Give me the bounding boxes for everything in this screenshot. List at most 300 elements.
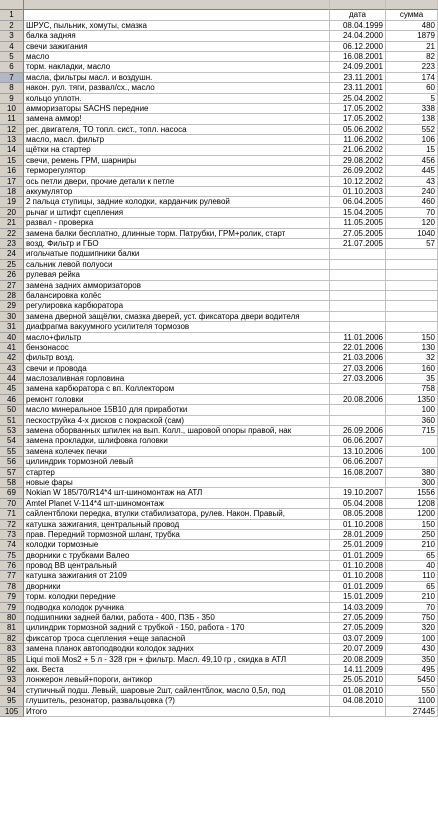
- row-number-header[interactable]: 18: [0, 187, 24, 197]
- cell-date[interactable]: 01.10.2003: [330, 187, 386, 197]
- cell-description[interactable]: цилиндрик тормозной задний с трубкой - 150, работа - 170: [24, 623, 330, 633]
- row-number-header[interactable]: 9: [0, 94, 24, 104]
- cell-date[interactable]: 19.10.2007: [330, 488, 386, 498]
- cell-date[interactable]: 21.03.2006: [330, 353, 386, 363]
- table-row: [0, 260, 438, 270]
- cell-date[interactable]: 27.05.2005: [330, 229, 386, 239]
- cell-description[interactable]: развал - проверка: [24, 218, 330, 228]
- cell-amount[interactable]: 750: [386, 613, 438, 623]
- cell-date[interactable]: 05.04.2008: [330, 499, 386, 509]
- cell-date[interactable]: [330, 301, 386, 311]
- cell-amount[interactable]: 1350: [386, 395, 438, 405]
- cell-date[interactable]: 17.05.2002: [330, 104, 386, 114]
- cell-description[interactable]: сальник левой полуоси: [24, 260, 330, 270]
- cell-amount[interactable]: 32: [386, 353, 438, 363]
- cell-amount[interactable]: 445: [386, 166, 438, 176]
- row-number-header[interactable]: 31: [0, 322, 24, 332]
- cell-description[interactable]: Amtel Planet V-114*4 шт-шиномонтаж: [24, 499, 330, 509]
- row-number-header[interactable]: 70: [0, 499, 24, 509]
- cell-date[interactable]: [330, 249, 386, 259]
- cell-description[interactable]: подводка колодок ручника: [24, 603, 330, 613]
- row-number-header[interactable]: 83: [0, 644, 24, 654]
- cell-amount[interactable]: 70: [386, 603, 438, 613]
- cell-description[interactable]: замена задних амморизаторов: [24, 281, 330, 291]
- row-number-header[interactable]: 93: [0, 675, 24, 685]
- cell-amount[interactable]: 552: [386, 125, 438, 135]
- cell-description[interactable]: замена карбюратора с вп. Коллектором: [24, 384, 330, 394]
- row-number-header[interactable]: 20: [0, 208, 24, 218]
- table-row: [0, 374, 438, 384]
- cell-description[interactable]: балансировка колёс: [24, 291, 330, 301]
- row-number-header[interactable]: 41: [0, 343, 24, 353]
- row-number-header[interactable]: 15: [0, 156, 24, 166]
- cell-date[interactable]: [330, 260, 386, 270]
- row-number-header[interactable]: 14: [0, 145, 24, 155]
- cell-description[interactable]: Итого: [24, 707, 330, 717]
- cell-description[interactable]: игольчатые подшипники балки: [24, 249, 330, 259]
- cell-amount[interactable]: [386, 249, 438, 259]
- cell-date[interactable]: [330, 384, 386, 394]
- table-row: [0, 416, 438, 426]
- cell-date[interactable]: 03.07.2009: [330, 634, 386, 644]
- cell-amount[interactable]: 100: [386, 634, 438, 644]
- row-number-header[interactable]: 27: [0, 281, 24, 291]
- row-number-header[interactable]: 80: [0, 613, 24, 623]
- cell-amount[interactable]: 120: [386, 218, 438, 228]
- cell-date[interactable]: [330, 416, 386, 426]
- cell-description[interactable]: ось петли двери, прочие детали к петле: [24, 177, 330, 187]
- cell-date[interactable]: 27.05.2009: [330, 613, 386, 623]
- table-row: [0, 208, 438, 218]
- row-number-header[interactable]: 43: [0, 364, 24, 374]
- cell-date[interactable]: 05.06.2002: [330, 125, 386, 135]
- cell-description[interactable]: масло+фильтр: [24, 333, 330, 343]
- cell-amount[interactable]: 82: [386, 52, 438, 62]
- row-number-header[interactable]: 73: [0, 530, 24, 540]
- cell-date[interactable]: 22.01.2006: [330, 343, 386, 353]
- row-number-header[interactable]: 11: [0, 114, 24, 124]
- row-number-header[interactable]: 77: [0, 571, 24, 581]
- cell-description[interactable]: замена дверной защёлки, смазка дверей, уст. фиксатора двери водителя: [24, 312, 330, 322]
- row-number-header[interactable]: 54: [0, 436, 24, 446]
- cell-description[interactable]: бензонасос: [24, 343, 330, 353]
- table-row: [0, 488, 438, 498]
- cell-date[interactable]: 06.04.2005: [330, 197, 386, 207]
- cell-description[interactable]: аккумулятор: [24, 187, 330, 197]
- cell-description[interactable]: дворники с трубками Валео: [24, 551, 330, 561]
- cell-amount[interactable]: 1100: [386, 696, 438, 706]
- row-number-header[interactable]: 105: [0, 707, 24, 717]
- row-number-header[interactable]: 50: [0, 405, 24, 415]
- row-number-header[interactable]: 19: [0, 197, 24, 207]
- cell-description[interactable]: сайлентблоки передка, втулки стабилизатора, рулев. Након. Правый,: [24, 509, 330, 519]
- row-number-header[interactable]: 57: [0, 468, 24, 478]
- table-row: [0, 104, 438, 114]
- row-number-header[interactable]: 51: [0, 416, 24, 426]
- row-number-header[interactable]: 16: [0, 166, 24, 176]
- cell-amount[interactable]: 150: [386, 333, 438, 343]
- cell-description[interactable]: [24, 10, 330, 20]
- cell-amount[interactable]: 174: [386, 73, 438, 83]
- cell-date[interactable]: 14.11.2009: [330, 665, 386, 675]
- cell-amount[interactable]: 1208: [386, 499, 438, 509]
- cell-date[interactable]: 26.09.2006: [330, 426, 386, 436]
- table-row: [0, 655, 438, 665]
- cell-date[interactable]: 20.08.2009: [330, 655, 386, 665]
- row-number-header[interactable]: 55: [0, 447, 24, 457]
- row-number-header[interactable]: 94: [0, 686, 24, 696]
- row-number-header[interactable]: 46: [0, 395, 24, 405]
- cell-date[interactable]: [330, 478, 386, 488]
- cell-amount[interactable]: [386, 436, 438, 446]
- cell-date[interactable]: 16.08.2007: [330, 468, 386, 478]
- row-number-header[interactable]: 40: [0, 333, 24, 343]
- cell-date[interactable]: 24.04.2000: [330, 31, 386, 41]
- cell-description[interactable]: рулевая рейка: [24, 270, 330, 280]
- cell-amount[interactable]: 550: [386, 686, 438, 696]
- table-row: [0, 592, 438, 602]
- table-row: [0, 166, 438, 176]
- cell-description[interactable]: амморизаторы SACHS передние: [24, 104, 330, 114]
- cell-amount[interactable]: 100: [386, 405, 438, 415]
- row-number-header[interactable]: 28: [0, 291, 24, 301]
- cell-description[interactable]: торм. колодки передние: [24, 592, 330, 602]
- cell-amount[interactable]: 5450: [386, 675, 438, 685]
- cell-description[interactable]: масло: [24, 52, 330, 62]
- row-number-header[interactable]: 42: [0, 353, 24, 363]
- cell-date[interactable]: 08.04.1999: [330, 21, 386, 31]
- row-number-header[interactable]: 79: [0, 592, 24, 602]
- cell-amount[interactable]: 130: [386, 343, 438, 353]
- cell-amount[interactable]: 300: [386, 478, 438, 488]
- cell-description[interactable]: масло, масл. фильтр: [24, 135, 330, 145]
- cell-amount[interactable]: [386, 270, 438, 280]
- row-number-header[interactable]: 53: [0, 426, 24, 436]
- cell-amount[interactable]: [386, 260, 438, 270]
- row-number-header[interactable]: 85: [0, 655, 24, 665]
- row-number-header[interactable]: 44: [0, 374, 24, 384]
- cell-amount[interactable]: 1200: [386, 509, 438, 519]
- cell-amount[interactable]: 35: [386, 374, 438, 384]
- cell-amount[interactable]: [386, 301, 438, 311]
- cell-amount[interactable]: [386, 457, 438, 467]
- cell-date[interactable]: [330, 707, 386, 717]
- row-number-header[interactable]: 45: [0, 384, 24, 394]
- cell-date[interactable]: [330, 281, 386, 291]
- cell-description[interactable]: цилиндрик тормозной левый: [24, 457, 330, 467]
- cell-date[interactable]: 06.12.2000: [330, 42, 386, 52]
- cell-amount[interactable]: 65: [386, 551, 438, 561]
- cell-amount[interactable]: 21: [386, 42, 438, 52]
- cell-description[interactable]: свечи, ремень ГРМ, шарниры: [24, 156, 330, 166]
- row-number-header[interactable]: 21: [0, 218, 24, 228]
- table-row: [0, 696, 438, 706]
- cell-date[interactable]: 15.04.2005: [330, 208, 386, 218]
- cell-date[interactable]: 01.10.2008: [330, 561, 386, 571]
- cell-description[interactable]: масло минеральное 15В10 для приработки: [24, 405, 330, 415]
- row-number-header[interactable]: 17: [0, 177, 24, 187]
- row-number-header[interactable]: 2: [0, 21, 24, 31]
- row-number-header[interactable]: 71: [0, 509, 24, 519]
- cell-description[interactable]: стартер: [24, 468, 330, 478]
- cell-description[interactable]: катушка зажигания, центральный провод: [24, 520, 330, 530]
- cell-date[interactable]: 04.08.2010: [330, 696, 386, 706]
- cell-amount[interactable]: 110: [386, 571, 438, 581]
- row-number-header[interactable]: 23: [0, 239, 24, 249]
- table-row: [0, 42, 438, 52]
- cell-date[interactable]: 27.03.2006: [330, 364, 386, 374]
- cell-description[interactable]: ШРУС, пыльник, хомуты, смазка: [24, 21, 330, 31]
- table-row: [0, 540, 438, 550]
- cell-date[interactable]: 21.06.2002: [330, 145, 386, 155]
- cell-date[interactable]: 27.03.2006: [330, 374, 386, 384]
- cell-date[interactable]: 10.12.2002: [330, 177, 386, 187]
- cell-description[interactable]: након. рул. тяги, развал/сх., масло: [24, 83, 330, 93]
- cell-description[interactable]: подшипники задней балки, работа - 400, ПЗБ - 350: [24, 613, 330, 623]
- cell-description[interactable]: колодки тормозные: [24, 540, 330, 550]
- row-number-header[interactable]: 26: [0, 270, 24, 280]
- row-number-header[interactable]: 95: [0, 696, 24, 706]
- cell-description[interactable]: маслозаливная горловина: [24, 374, 330, 384]
- cell-amount[interactable]: 138: [386, 114, 438, 124]
- cell-date[interactable]: 11.05.2005: [330, 218, 386, 228]
- cell-date[interactable]: 26.09.2002: [330, 166, 386, 176]
- row-number-header[interactable]: 8: [0, 83, 24, 93]
- row-number-header[interactable]: 92: [0, 665, 24, 675]
- row-number-header[interactable]: 82: [0, 634, 24, 644]
- cell-amount[interactable]: 210: [386, 540, 438, 550]
- cell-date[interactable]: 25.01.2009: [330, 540, 386, 550]
- row-number-header[interactable]: 29: [0, 301, 24, 311]
- cell-description[interactable]: регулировка карбюратора: [24, 301, 330, 311]
- cell-date[interactable]: 15.01.2009: [330, 592, 386, 602]
- cell-description[interactable]: замена прокладки, шлифовка головки: [24, 436, 330, 446]
- row-number-header[interactable]: 79: [0, 603, 24, 613]
- cell-amount[interactable]: [386, 281, 438, 291]
- cell-amount[interactable]: 350: [386, 655, 438, 665]
- cell-description[interactable]: масла, фильтры масл. и воздушн.: [24, 73, 330, 83]
- cell-description[interactable]: щётки на стартер: [24, 145, 330, 155]
- cell-amount[interactable]: 495: [386, 665, 438, 675]
- cell-description[interactable]: катушка зажигания от 2109: [24, 571, 330, 581]
- cell-description[interactable]: фильтр возд.: [24, 353, 330, 363]
- cell-amount[interactable]: 100: [386, 447, 438, 457]
- cell-date[interactable]: 06.06.2007: [330, 436, 386, 446]
- row-number-header[interactable]: 75: [0, 551, 24, 561]
- cell-date[interactable]: [330, 312, 386, 322]
- cell-amount[interactable]: 223: [386, 62, 438, 72]
- cell-description[interactable]: кольцо уплотн.: [24, 94, 330, 104]
- cell-amount[interactable]: [386, 312, 438, 322]
- cell-description[interactable]: лонжерон левый+пороги, антикор: [24, 675, 330, 685]
- cell-date[interactable]: 16.08.2001: [330, 52, 386, 62]
- cell-date[interactable]: 23.11.2001: [330, 73, 386, 83]
- row-number-header[interactable]: 5: [0, 52, 24, 62]
- cell-description[interactable]: торм. накладки, масло: [24, 62, 330, 72]
- table-row: [0, 239, 438, 249]
- row-number-header[interactable]: 25: [0, 260, 24, 270]
- row-number-header[interactable]: 56: [0, 457, 24, 467]
- cell-date[interactable]: 20.08.2006: [330, 395, 386, 405]
- column-header-a[interactable]: [24, 0, 330, 10]
- cell-amount[interactable]: 456: [386, 156, 438, 166]
- cell-description[interactable]: глушитель, резонатор, развальцовка (?): [24, 696, 330, 706]
- cell-date[interactable]: 28.01.2009: [330, 530, 386, 540]
- row-number-header[interactable]: 13: [0, 135, 24, 145]
- row-number-header[interactable]: 74: [0, 540, 24, 550]
- cell-amount[interactable]: 240: [386, 187, 438, 197]
- cell-date[interactable]: 23.11.2001: [330, 83, 386, 93]
- cell-date[interactable]: 14.03.2009: [330, 603, 386, 613]
- cell-amount[interactable]: 40: [386, 561, 438, 571]
- cell-amount[interactable]: 106: [386, 135, 438, 145]
- row-number-header[interactable]: 4: [0, 42, 24, 52]
- cell-amount[interactable]: [386, 291, 438, 301]
- row-number-header[interactable]: 24: [0, 249, 24, 259]
- select-all-corner[interactable]: [0, 0, 24, 10]
- cell-date[interactable]: дата: [330, 10, 386, 20]
- cell-amount[interactable]: 1879: [386, 31, 438, 41]
- cell-description[interactable]: Liqui moli Mos2 + 5 л - 328 грн + фильтр. Масл. 49,10 гр , скидка в АТЛ: [24, 655, 330, 665]
- cell-amount[interactable]: 5: [386, 94, 438, 104]
- cell-amount[interactable]: 60: [386, 83, 438, 93]
- cell-description[interactable]: замена аммор!: [24, 114, 330, 124]
- cell-description[interactable]: прав. Передний тормозной шланг, трубка: [24, 530, 330, 540]
- cell-amount[interactable]: [386, 322, 438, 332]
- cell-amount[interactable]: 1556: [386, 488, 438, 498]
- cell-description[interactable]: замена балки бесплатно, длинные торм. Патрубки, ГРМ+ролик, старт: [24, 229, 330, 239]
- cell-amount[interactable]: сумма: [386, 10, 438, 20]
- row-number-header[interactable]: 7: [0, 73, 24, 83]
- row-number-header[interactable]: 10: [0, 104, 24, 114]
- cell-description[interactable]: рег. двигателя, ТО топл. сист., топл. насоса: [24, 125, 330, 135]
- cell-amount[interactable]: 715: [386, 426, 438, 436]
- cell-description[interactable]: новые фары: [24, 478, 330, 488]
- table-row: [0, 156, 438, 166]
- cell-description[interactable]: дворники: [24, 582, 330, 592]
- cell-amount[interactable]: 160: [386, 364, 438, 374]
- cell-date[interactable]: 06.06.2007: [330, 457, 386, 467]
- cell-amount[interactable]: 250: [386, 530, 438, 540]
- table-row: [0, 145, 438, 155]
- row-number-header[interactable]: 81: [0, 623, 24, 633]
- cell-date[interactable]: [330, 322, 386, 332]
- column-header-b[interactable]: [330, 0, 386, 10]
- cell-description[interactable]: возд. Фильтр и ГБО: [24, 239, 330, 249]
- table-row: [0, 270, 438, 280]
- cell-description[interactable]: балка задняя: [24, 31, 330, 41]
- row-number-header[interactable]: 76: [0, 561, 24, 571]
- table-row: [0, 62, 438, 72]
- cell-date[interactable]: 11.01.2006: [330, 333, 386, 343]
- table-row: [0, 499, 438, 509]
- cell-date[interactable]: 01.08.2010: [330, 686, 386, 696]
- cell-amount[interactable]: 1040: [386, 229, 438, 239]
- cell-date[interactable]: 29.08.2002: [330, 156, 386, 166]
- table-row: [0, 322, 438, 332]
- table-row: [0, 478, 438, 488]
- cell-amount[interactable]: 360: [386, 416, 438, 426]
- cell-amount[interactable]: 380: [386, 468, 438, 478]
- cell-description[interactable]: свечи и провода: [24, 364, 330, 374]
- table-row: [0, 218, 438, 228]
- cell-description[interactable]: рычаг и штифт сцепления: [24, 208, 330, 218]
- cell-description[interactable]: ступичный подш. Левый, шаровые 2шт, сайлентблок, масло 0,5л, под: [24, 686, 330, 696]
- cell-description[interactable]: акк. Веста: [24, 665, 330, 675]
- cell-description[interactable]: замена колечек печки: [24, 447, 330, 457]
- row-number-header[interactable]: 1: [0, 10, 24, 20]
- cell-description[interactable]: свечи зажигания: [24, 42, 330, 52]
- cell-description[interactable]: замена оборванных шпилек на вып. Колл., шаровой опоры правой, нак: [24, 426, 330, 436]
- cell-date[interactable]: [330, 270, 386, 280]
- cell-description[interactable]: ремонт головки: [24, 395, 330, 405]
- cell-description[interactable]: Nokian W 185/70/R14*4 шт-шиномонтаж на АТЛ: [24, 488, 330, 498]
- cell-description[interactable]: замена планок автоподводки колодок задних: [24, 644, 330, 654]
- cell-date[interactable]: 01.10.2008: [330, 571, 386, 581]
- cell-date[interactable]: 21.07.2005: [330, 239, 386, 249]
- cell-amount[interactable]: 150: [386, 520, 438, 530]
- cell-amount[interactable]: 430: [386, 644, 438, 654]
- row-number-header[interactable]: 12: [0, 125, 24, 135]
- cell-date[interactable]: 11.06.2002: [330, 135, 386, 145]
- cell-amount[interactable]: 70: [386, 208, 438, 218]
- cell-amount[interactable]: 758: [386, 384, 438, 394]
- cell-date[interactable]: 01.10.2008: [330, 520, 386, 530]
- row-number-header[interactable]: 69: [0, 488, 24, 498]
- column-header-c[interactable]: [386, 0, 438, 10]
- table-row: [0, 665, 438, 675]
- cell-description[interactable]: 2 пальца ступицы, задние колодки, карданчик рулевой: [24, 197, 330, 207]
- cell-amount[interactable]: 480: [386, 21, 438, 31]
- cell-amount[interactable]: 320: [386, 623, 438, 633]
- cell-date[interactable]: [330, 291, 386, 301]
- row-number-header[interactable]: 72: [0, 520, 24, 530]
- cell-amount[interactable]: 57: [386, 239, 438, 249]
- table-row: [0, 603, 438, 613]
- cell-date[interactable]: 25.04.2002: [330, 94, 386, 104]
- cell-amount[interactable]: 210: [386, 592, 438, 602]
- cell-amount[interactable]: 15: [386, 145, 438, 155]
- table-row: [0, 52, 438, 62]
- cell-description[interactable]: фиксатор троса сцепления +еще запасной: [24, 634, 330, 644]
- cell-description[interactable]: терморегулятор: [24, 166, 330, 176]
- row-number-header[interactable]: 3: [0, 31, 24, 41]
- cell-date[interactable]: 08.05.2008: [330, 509, 386, 519]
- cell-date[interactable]: 13.10.2006: [330, 447, 386, 457]
- cell-date[interactable]: [330, 405, 386, 415]
- cell-description[interactable]: провод ВВ центральный: [24, 561, 330, 571]
- cell-amount[interactable]: 27445: [386, 707, 438, 717]
- row-number-header[interactable]: 78: [0, 582, 24, 592]
- row-number-header[interactable]: 58: [0, 478, 24, 488]
- cell-amount[interactable]: 43: [386, 177, 438, 187]
- cell-description[interactable]: пескоструйка 4-х дисков с покраской (сам): [24, 416, 330, 426]
- cell-description[interactable]: диафрагма вакуумного усилителя тормозов: [24, 322, 330, 332]
- cell-date[interactable]: 17.05.2002: [330, 114, 386, 124]
- cell-date[interactable]: 01.01.2009: [330, 582, 386, 592]
- cell-date[interactable]: 27.05.2009: [330, 623, 386, 633]
- cell-amount[interactable]: 65: [386, 582, 438, 592]
- cell-amount[interactable]: 338: [386, 104, 438, 114]
- row-number-header[interactable]: 22: [0, 229, 24, 239]
- cell-date[interactable]: 25.05.2010: [330, 675, 386, 685]
- cell-date[interactable]: 01.01.2009: [330, 551, 386, 561]
- row-number-header[interactable]: 6: [0, 62, 24, 72]
- cell-date[interactable]: 20.07.2009: [330, 644, 386, 654]
- row-number-header[interactable]: 30: [0, 312, 24, 322]
- cell-date[interactable]: 24.09.2001: [330, 62, 386, 72]
- cell-amount[interactable]: 460: [386, 197, 438, 207]
